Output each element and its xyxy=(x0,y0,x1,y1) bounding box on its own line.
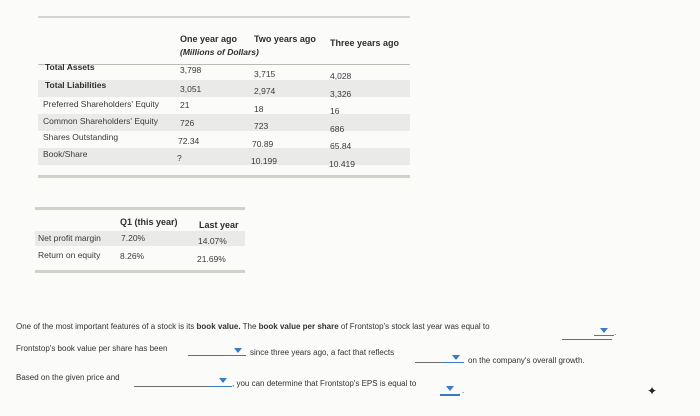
q3-end: . xyxy=(462,386,465,395)
cell-book-share-1y: ? xyxy=(177,153,182,163)
q2-prefix: Frontstop's book value per share has been xyxy=(16,344,168,353)
chevron-down-icon[interactable] xyxy=(234,348,242,353)
dropdown-accent-line xyxy=(440,394,460,395)
cell-preferred-equity-1y: 21 xyxy=(180,100,190,110)
cell-total-liabilities-1y: 3,051 xyxy=(180,84,202,94)
cell-roe-q1: 8.26% xyxy=(120,251,145,261)
cell-preferred-equity-2y: 18 xyxy=(254,104,264,114)
units-label: (Millions of Dollars) xyxy=(180,47,259,57)
cell-total-assets-3y: 4,028 xyxy=(330,71,352,81)
dropdown-accent-line xyxy=(594,335,614,336)
cell-common-equity-1y: 726 xyxy=(180,118,195,128)
chevron-down-icon[interactable] xyxy=(446,386,454,391)
q2-mid: since three years ago, a fact that reflects xyxy=(250,348,395,357)
row-label-preferred-equity: Preferred Shareholders' Equity xyxy=(43,99,159,109)
chevron-down-icon[interactable] xyxy=(452,355,460,360)
row-label-total-assets: Total Assets xyxy=(45,62,95,72)
table1-top-rule xyxy=(38,16,410,18)
cell-book-share-2y: 10.199 xyxy=(251,156,277,166)
cell-preferred-equity-3y: 16 xyxy=(330,106,340,116)
col-header-last-year: Last year xyxy=(199,220,239,230)
row-label-total-liabilities: Total Liabilities xyxy=(45,80,107,90)
cell-shares-outstanding-1y: 72.34 xyxy=(178,136,200,146)
table1-bottom-rule xyxy=(38,175,410,178)
q1-bold-bvps: book value per share xyxy=(258,322,339,331)
cell-total-liabilities-3y: 3,326 xyxy=(330,89,352,99)
cell-net-profit-margin-q1: 7.20% xyxy=(121,233,146,243)
cell-roe-last: 21.69% xyxy=(197,254,226,264)
dropdown-accent-line xyxy=(226,355,246,356)
question-1-text xyxy=(16,322,490,331)
cell-book-share-3y: 10.419 xyxy=(329,159,355,169)
cell-total-assets-2y: 3,715 xyxy=(254,69,276,79)
cell-total-assets-1y: 3,798 xyxy=(180,65,202,75)
cell-total-liabilities-2y: 2,974 xyxy=(254,86,276,96)
col-header-one-year-ago: One year ago xyxy=(180,34,238,44)
cell-common-equity-2y: 723 xyxy=(254,121,269,131)
q1-end: . xyxy=(614,328,617,337)
cell-net-profit-margin-last: 14.07% xyxy=(198,236,227,246)
dropdown-accent-line xyxy=(444,362,464,363)
table2-top-rule xyxy=(35,207,245,210)
q3-prefix: Based on the given price and xyxy=(16,373,120,382)
cell-common-equity-3y: 686 xyxy=(330,124,345,134)
q1-prefix: One of the most important features of a stock is its xyxy=(16,322,197,331)
row-label-net-profit-margin: Net profit margin xyxy=(38,233,101,243)
row-label-shares-outstanding: Shares Outstanding xyxy=(43,132,119,142)
dropdown-accent-line xyxy=(210,386,232,387)
row-label-common-equity: Common Shareholders' Equity xyxy=(43,116,159,126)
table2-bottom-rule xyxy=(35,270,245,273)
col-header-q1-this-year: Q1 (this year) xyxy=(120,217,178,227)
chevron-down-icon[interactable] xyxy=(600,328,608,333)
row-label-book-share: Book/Share xyxy=(43,149,88,159)
col-header-three-years-ago: Three years ago xyxy=(330,38,400,48)
q3-mid: , you can determine that Frontstop's EPS is equal to xyxy=(232,379,417,388)
col-header-two-years-ago: Two years ago xyxy=(254,34,316,44)
q1-suffix: of Frontstop's stock last year was equal to xyxy=(338,322,490,331)
row-label-return-on-equity: Return on equity xyxy=(38,250,101,260)
q1-bold-book-value: book value. xyxy=(196,322,241,331)
cell-shares-outstanding-2y: 70.89 xyxy=(252,139,274,149)
q1-mid: The xyxy=(240,322,259,331)
q2-suffix: on the company's overall growth. xyxy=(468,356,585,365)
chevron-down-icon[interactable] xyxy=(219,378,227,383)
mouse-cursor-icon: ✦ xyxy=(647,384,658,398)
cell-shares-outstanding-3y: 65.84 xyxy=(330,141,352,151)
